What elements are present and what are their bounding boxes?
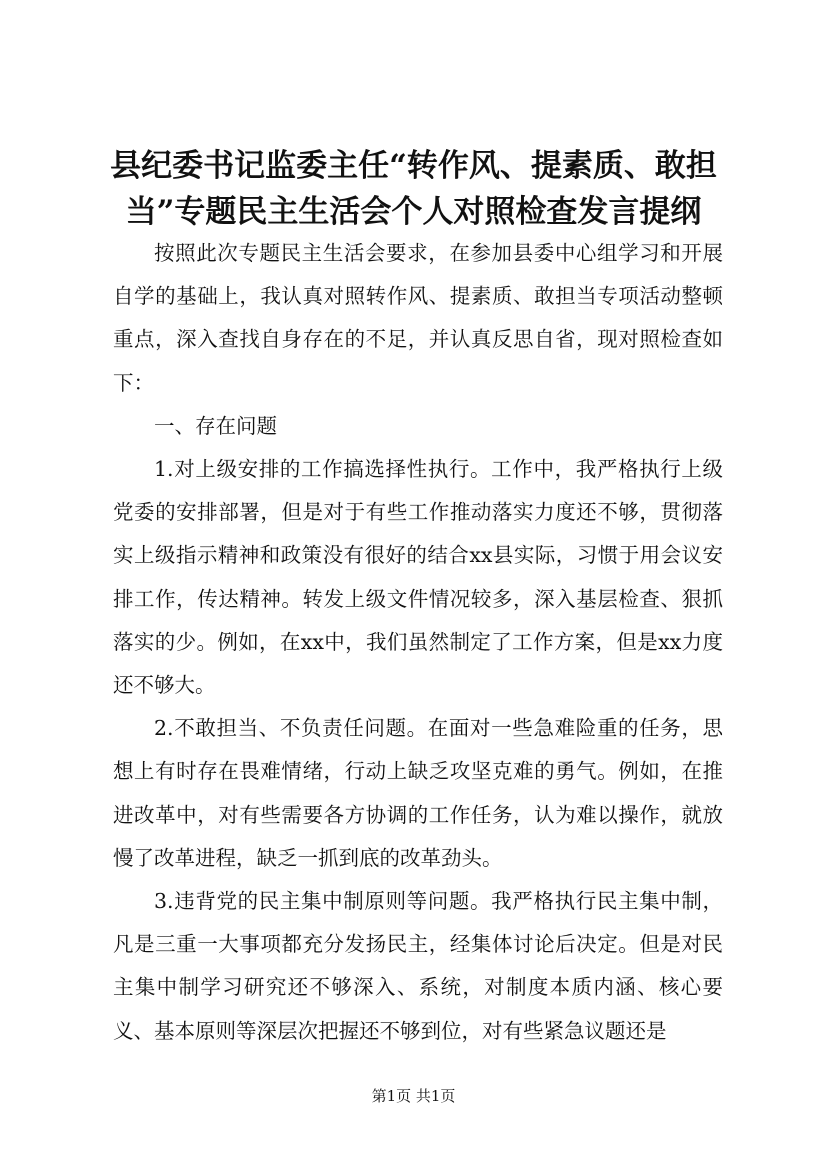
intro-paragraph: 按照此次专题民主生活会要求，在参加县委中心组学习和开展自学的基础上，我认真对照转作风、提素质、敢担当专项活动整顿重点，深入查找自身存在的不足，并认真反思自省，现对照检查如下： — [113, 241, 723, 395]
issue-paragraph-2: 2.不敢担当、不负责任问题。在面对一些急难险重的任务，思想上有时存在畏难情绪，行动上缺乏攻坚克难的勇气。例如，在推进改革中，对有些需要各方协调的工作任务，认为难以操作，就放慢了改革进程，缺乏一抓到底的改革劲头。 — [113, 716, 723, 870]
document-title: 县纪委书记监委主任“转作风、提素质、敢担当”专题民主生活会个人对照检查发言提纲 — [110, 148, 717, 230]
section-heading: 一、存在问题 — [154, 413, 277, 438]
document-body — [113, 232, 723, 1053]
issue-paragraph-3: 3.违背党的民主集中制原则等问题。我严格执行民主集中制，凡是三重一大事项都充分发扬民主，经集体讨论后决定。但是对民主集中制学习研究还不够深入、系统，对制度本质内涵、核心要义、基本原则等深层次把握还不够到位，对有些紧急议题还是 — [113, 889, 723, 1043]
issue-paragraph-1: 1.对上级安排的工作搞选择性执行。工作中，我严格执行上级党委的安排部署，但是对于有些工作推动落实力度还不够，贯彻落实上级指示精神和政策没有很好的结合xx县实际，习惯于用会议安排工作，传达精神。转发上级文件情况较多，深入基层检查、狠抓落实的少。例如，在xx中，我们虽然制定了工作方案，但是xx力度还不够大。 — [113, 457, 723, 698]
page-footer: 第1页 共1页 — [371, 1087, 456, 1105]
